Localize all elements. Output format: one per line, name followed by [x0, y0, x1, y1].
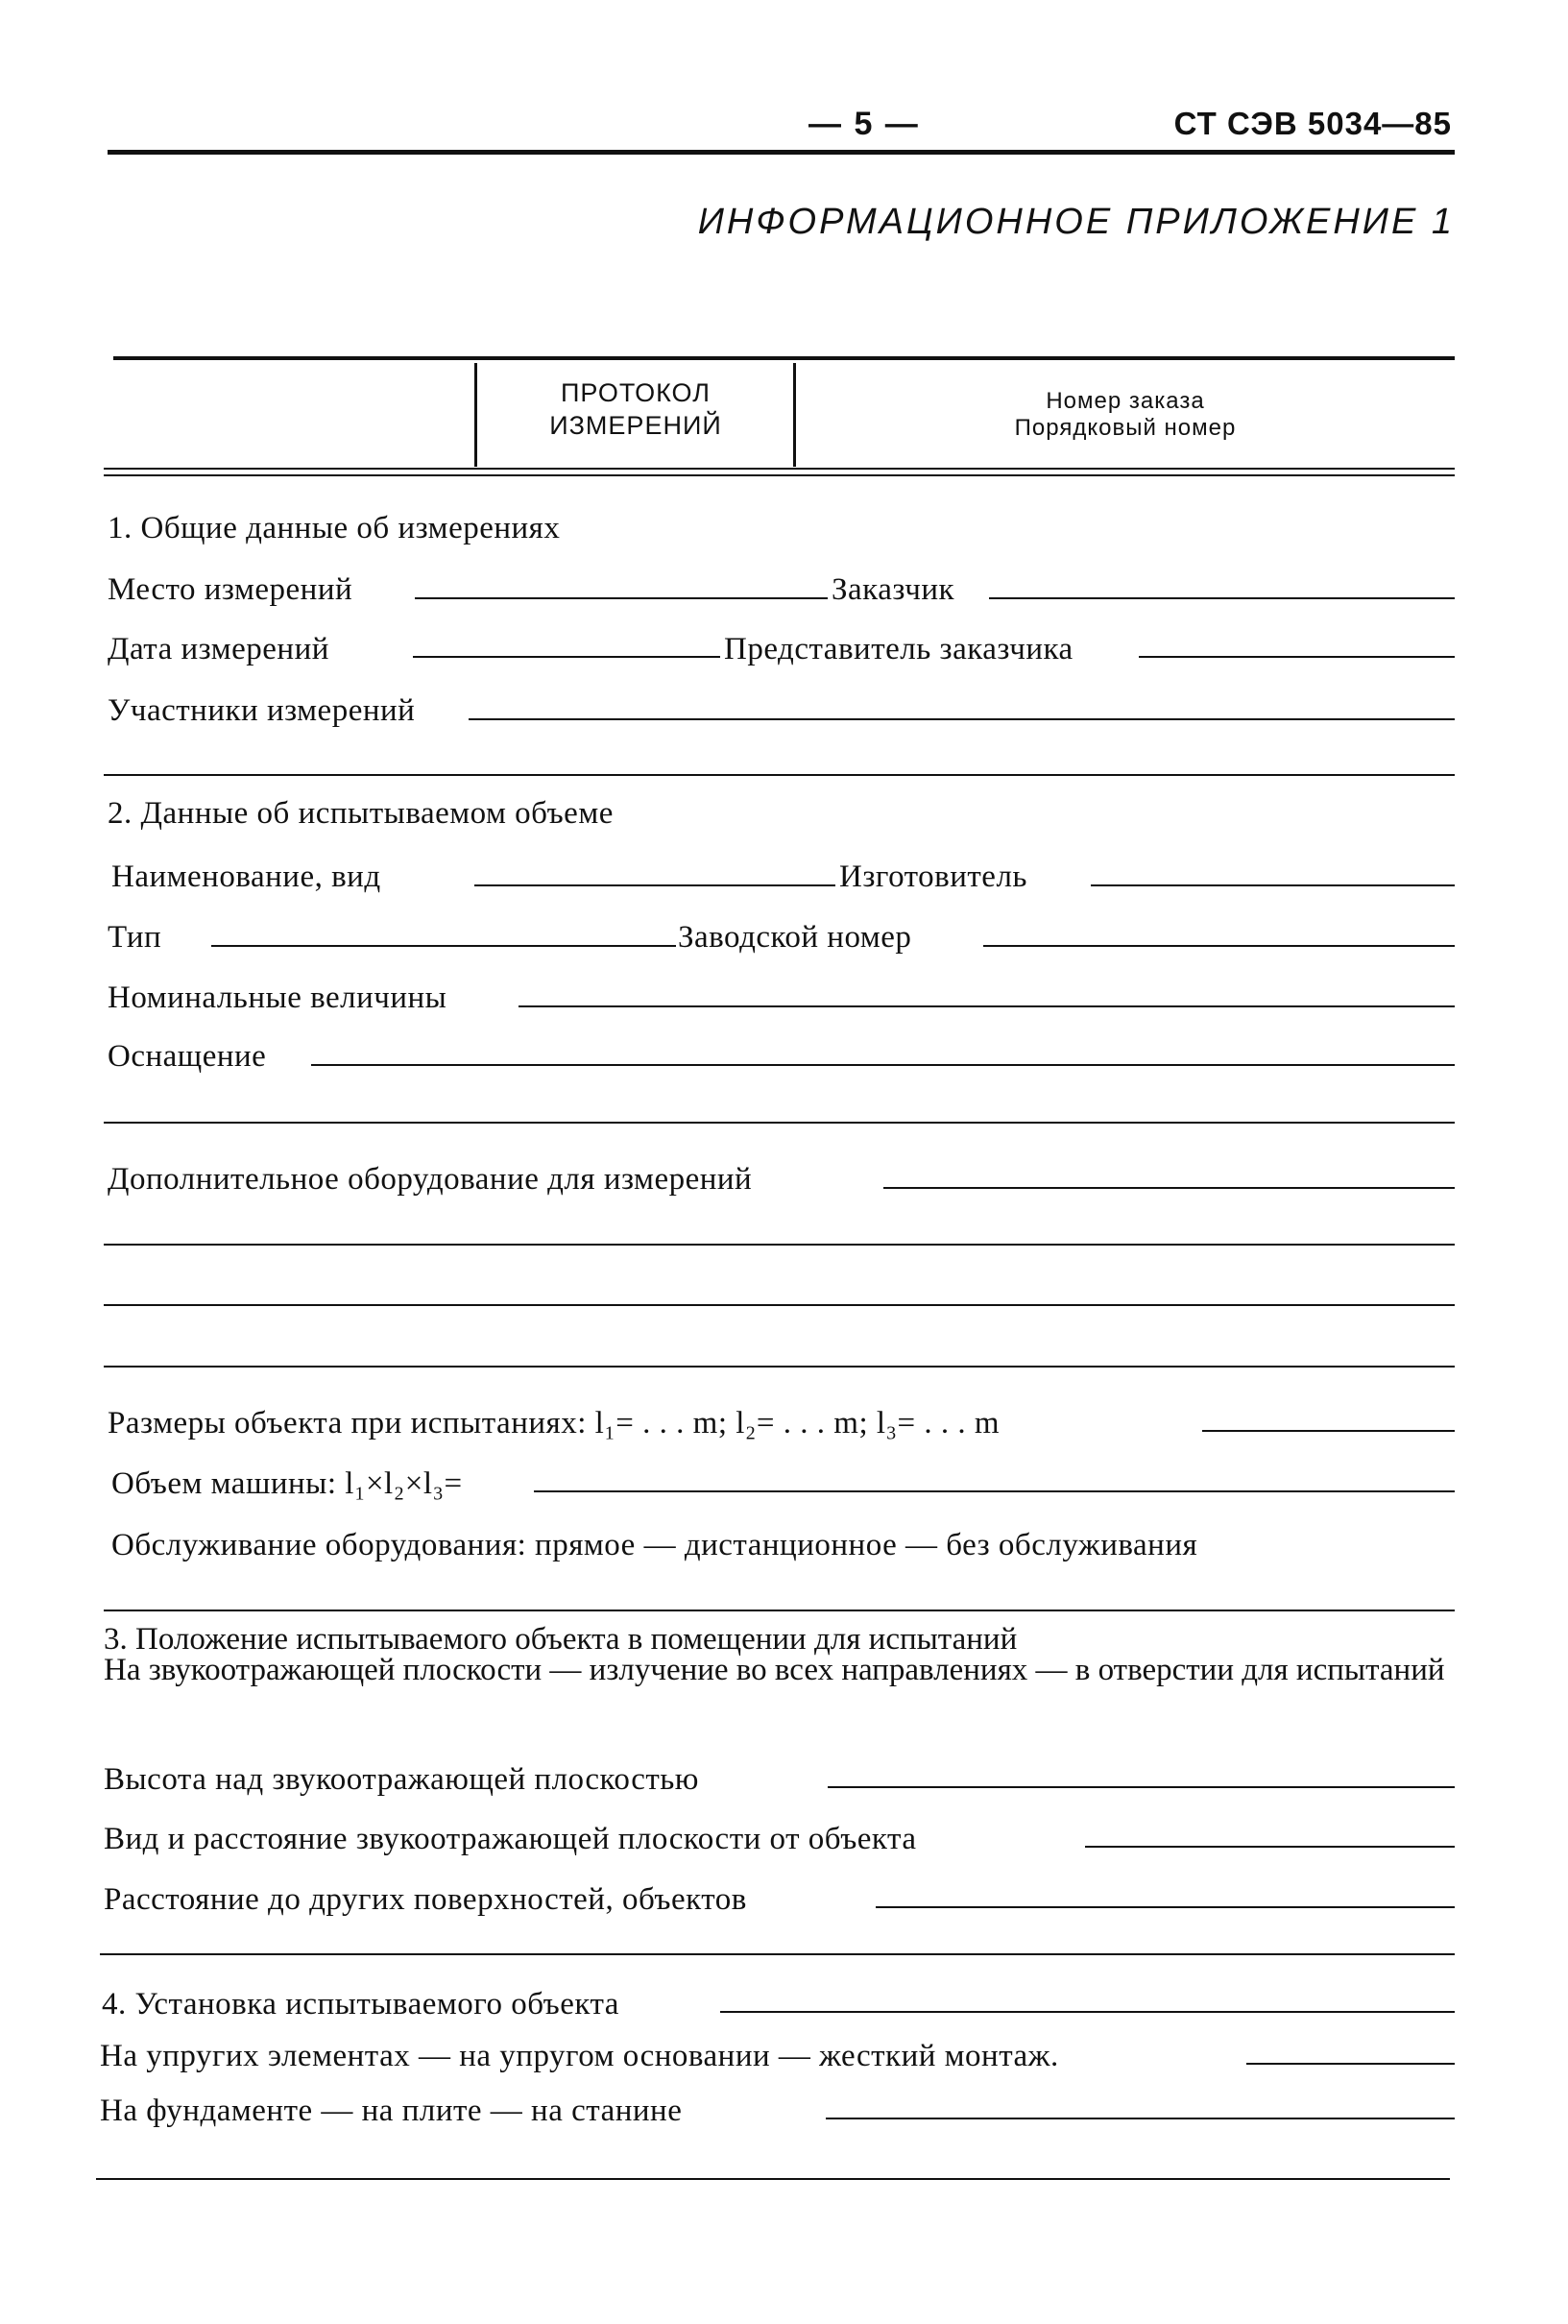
field-label: Вид и расстояние звукоотражающей плоскости от объекта: [104, 1822, 917, 1856]
fill-line[interactable]: [104, 1244, 1455, 1246]
protocol-title-line: ИЗМЕРЕНИЙ: [549, 411, 722, 440]
fill-line[interactable]: [1091, 884, 1455, 886]
fill-line[interactable]: [1085, 1846, 1455, 1848]
section-text: На звукоотражающей плоскости — излучение во всех направлениях — в отверстии для испытаний: [104, 1653, 1445, 1687]
field-label: Заказчик: [832, 572, 955, 607]
field-label: Тип: [108, 920, 162, 955]
protocol-title: [480, 376, 791, 442]
running-header: [108, 106, 1452, 144]
section-rule: [104, 774, 1455, 776]
fill-line[interactable]: [211, 945, 676, 947]
appendix-title: ИНФОРМАЦИОННОЕ ПРИЛОЖЕНИЕ 1: [697, 202, 1455, 242]
fill-line[interactable]: [1202, 1430, 1455, 1432]
fill-line[interactable]: [415, 597, 828, 599]
table-top-rule: [113, 356, 1455, 360]
fill-line[interactable]: [469, 718, 1455, 720]
fill-line[interactable]: [104, 1304, 1455, 1306]
section-heading: 4. Установка испытываемого объекта: [102, 1987, 619, 2021]
fill-line[interactable]: [474, 884, 835, 886]
order-number-label: Номер заказа: [1046, 388, 1205, 414]
fill-line[interactable]: [1139, 656, 1455, 658]
fill-line[interactable]: [104, 1122, 1455, 1124]
field-label: Место измерений: [108, 572, 353, 607]
section-rule: [100, 1953, 1455, 1955]
fill-line[interactable]: [876, 1906, 1455, 1908]
field-label: Дата измерений: [108, 632, 329, 666]
fill-line[interactable]: [883, 1187, 1455, 1189]
fill-line[interactable]: [826, 2118, 1455, 2119]
field-label: Номинальные величины: [108, 980, 447, 1015]
order-number-cell: [799, 388, 1452, 442]
field-label: Дополнительное оборудование для измерений: [108, 1162, 753, 1197]
field-label: Наименование, вид: [111, 859, 381, 894]
fill-line[interactable]: [413, 656, 720, 658]
field-label: Размеры объекта при испытаниях: l₁= . . . m; l₂= . . . m; l₃= . . . m: [108, 1406, 1001, 1440]
field-label: Расстояние до других поверхностей, объектов: [104, 1882, 747, 1917]
fill-line[interactable]: [720, 2011, 1455, 2013]
section-heading: 2. Данные об испытываемом объеме: [108, 796, 614, 831]
field-label: На фундаменте — на плите — на станине: [100, 2094, 683, 2128]
fill-line[interactable]: [989, 597, 1455, 599]
fill-line[interactable]: [828, 1786, 1455, 1788]
table-bottom-rule: [104, 474, 1455, 476]
page-number: — 5 —: [808, 106, 920, 142]
table-bottom-rule: [104, 468, 1455, 470]
field-label: Участники измерений: [108, 693, 416, 728]
field-label: Высота над звукоотражающей плоскостью: [104, 1762, 699, 1797]
table-divider: [793, 363, 796, 467]
section-rule: [104, 1610, 1455, 1611]
header-rule: [108, 150, 1455, 155]
field-label: Представитель заказчика: [724, 632, 1073, 666]
section-rule: [96, 2178, 1450, 2180]
fill-line[interactable]: [1246, 2063, 1455, 2065]
field-label: Обслуживание оборудования: прямое — дистанционное — без обслуживания: [111, 1528, 1198, 1562]
serial-number-label: Порядковый номер: [1014, 415, 1237, 441]
protocol-title-line: ПРОТОКОЛ: [561, 378, 711, 407]
fill-line[interactable]: [519, 1005, 1455, 1007]
fill-line[interactable]: [311, 1064, 1455, 1066]
field-label: Объем машины: l₁×l₂×l₃=: [111, 1466, 463, 1501]
standard-code: СТ СЭВ 5034—85: [1173, 106, 1452, 141]
field-label: На упругих элементах — на упругом основании — жесткий монтаж.: [100, 2039, 1059, 2073]
section-3-block: [104, 1624, 1459, 1685]
field-label: Изготовитель: [839, 859, 1027, 894]
fill-line[interactable]: [104, 1366, 1455, 1368]
section-heading: 3. Положение испытываемого объекта в помещении для испытаний: [104, 1622, 1018, 1657]
field-label: Заводской номер: [678, 920, 912, 955]
field-label: Оснащение: [108, 1039, 267, 1074]
table-divider: [474, 363, 477, 467]
fill-line[interactable]: [534, 1490, 1455, 1492]
fill-line[interactable]: [983, 945, 1455, 947]
section-heading: 1. Общие данные об измерениях: [108, 511, 561, 545]
